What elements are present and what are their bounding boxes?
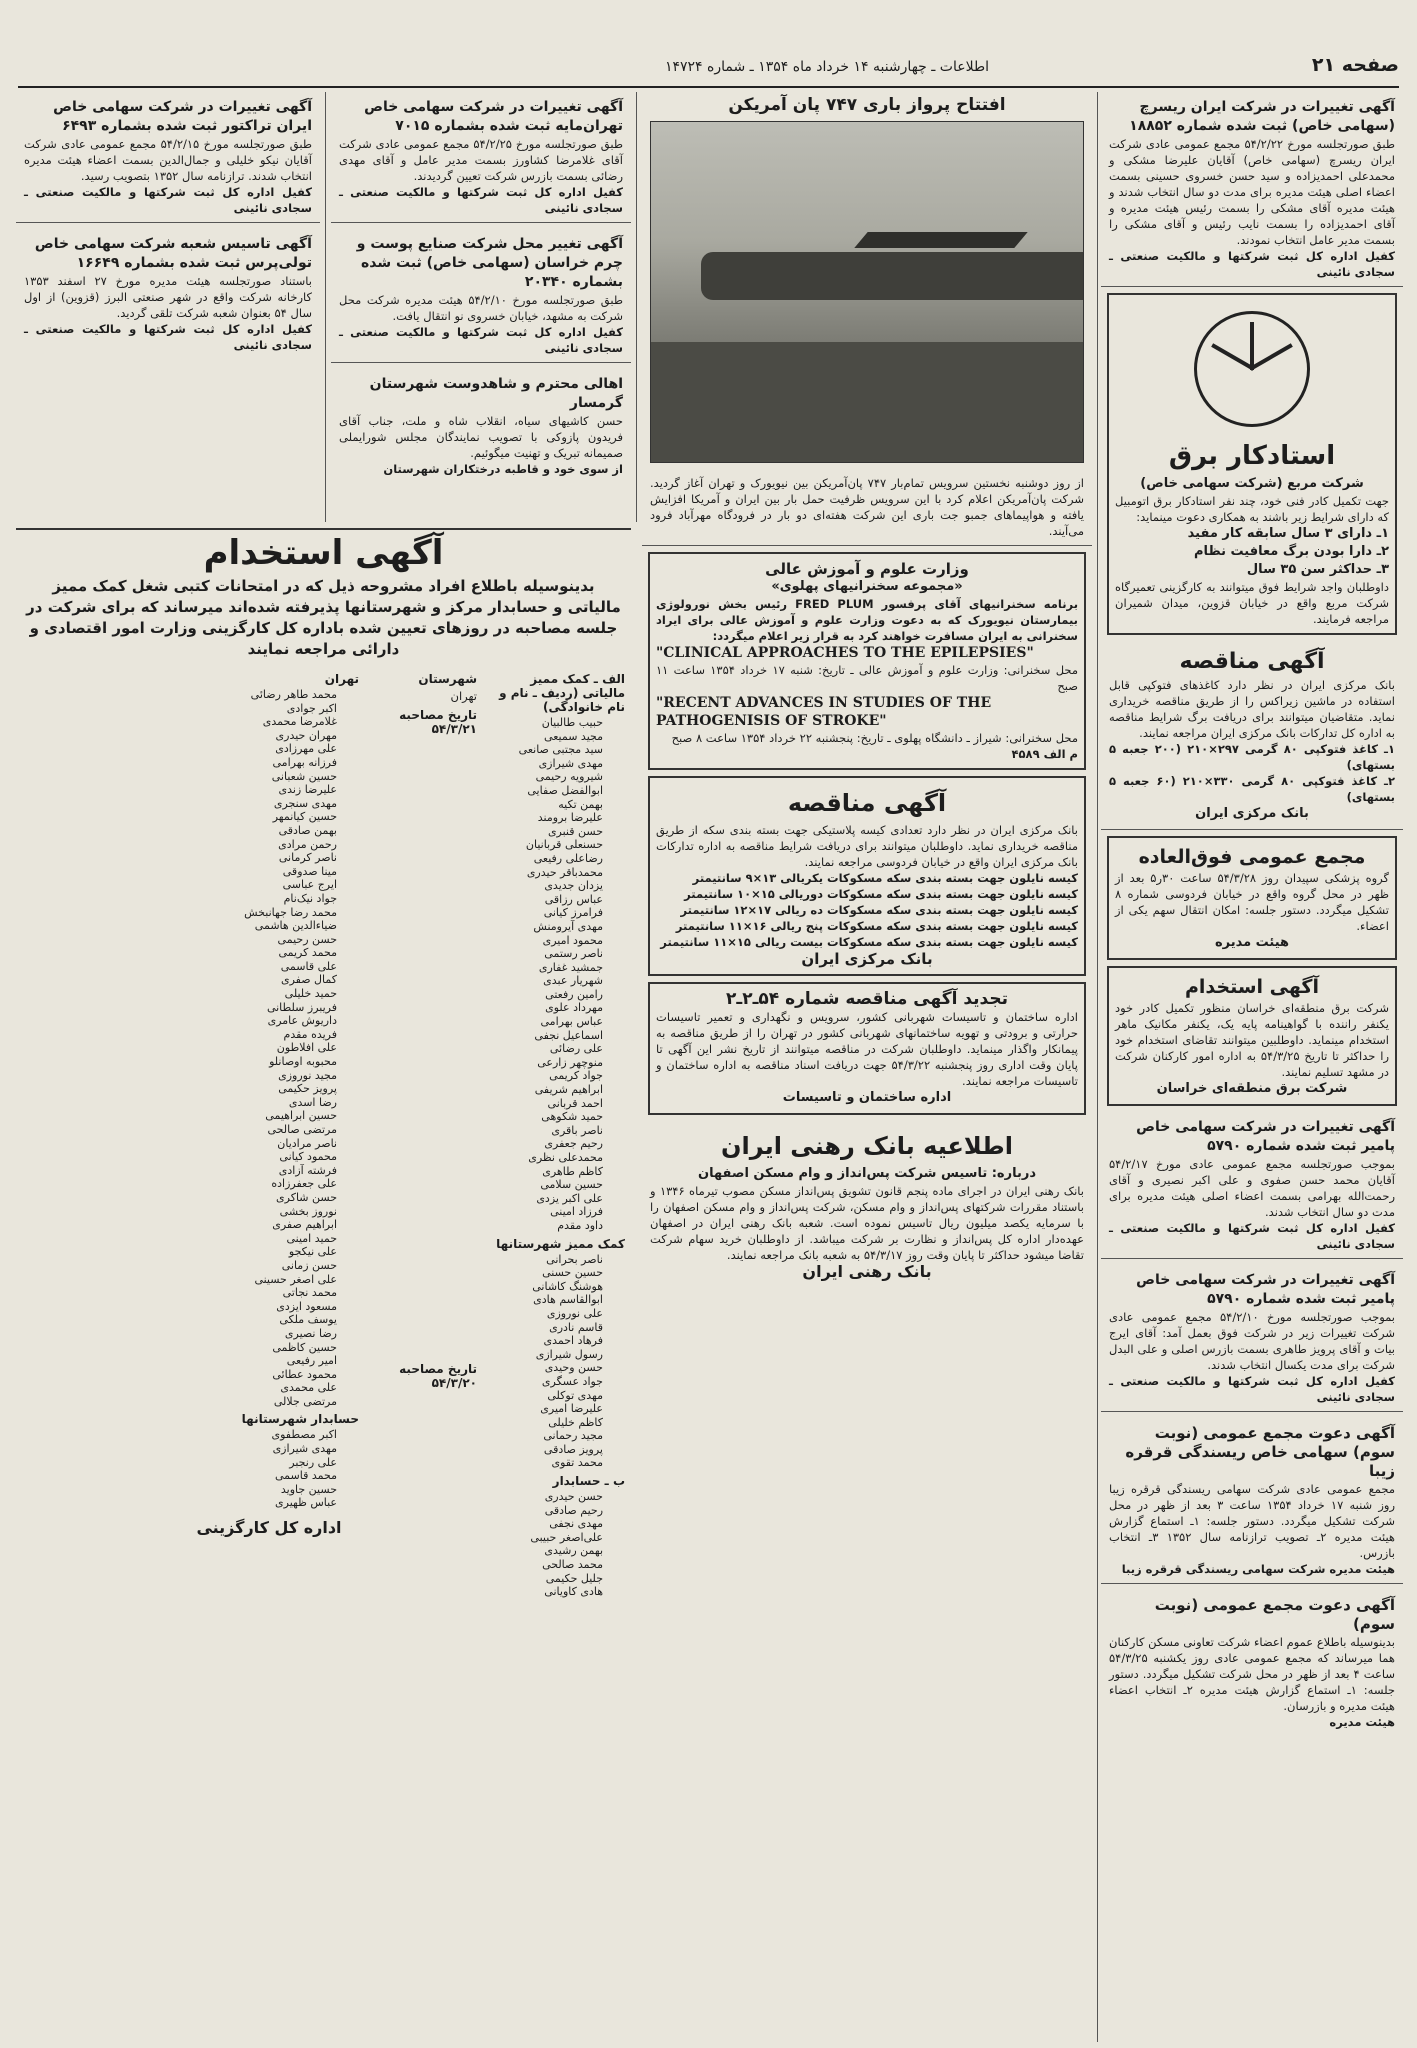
list-item: 3. هوشنگ کاشانی [485, 1280, 603, 1294]
list-item: 15. فرامرز کیانی [485, 906, 603, 920]
ad-footer: کفیل اداره کل ثبت شرکتها و مالکیت صنعتی ـ سجادی نائینی [24, 322, 312, 352]
tender-item: ۱ـ کاغذ فتوکپی ۸۰ گرمی ۲۹۷×۲۱۰ (۲۰۰ جعبه ۵ بستهای) [1109, 742, 1395, 772]
list-item: 33. محمدعلی نظری [485, 1151, 603, 1165]
list-item: 14. مجید رحمانی [485, 1429, 603, 1443]
list-item: 2. مجید سمیعی [485, 730, 603, 744]
ad-footer: کفیل اداره کل ثبت شرکتها و مالکیت صنعتی ـ سجادی نائینی [1109, 1374, 1395, 1404]
list-item: 3. سید مجتبی صانعی [485, 743, 603, 757]
ad-ministry-lectures [648, 552, 1086, 770]
list-item: 4. علی نیکجو [179, 1245, 337, 1259]
boeing-747-cargo-photo [650, 121, 1084, 463]
airplane-shape [701, 252, 1084, 300]
list-heading: تهران [324, 672, 359, 686]
lecture-title-en: "CLINICAL APPROACHES TO THE EPILEPSIES" [656, 645, 1034, 661]
list-item: 1. نوروز بخشی [179, 1205, 337, 1219]
list-item: 18. ضیاءالدین هاشمی [179, 919, 337, 933]
list-item: 31. ناصر باقری [485, 1124, 603, 1138]
ad-body: شرکت برق منطقه‌ای خراسان منظور تکمیل کادر خود یکنفر راننده با گواهینامه پایه یک، یکنفر مکانیک ماهر استخدام مینماید. داوطلبین میتوانند تقاضای استخدام خود را حداکثر تا تاریخ ۵۴/۳/۲۵ به اداره امور کارکنان شرکت در مشهد تسلیم نمایند. [1115, 1001, 1389, 1079]
list-item: 16. مهدی آیرومنش [485, 920, 603, 934]
list-item: 34. کاظم طاهری [485, 1165, 603, 1179]
list-item: 21. رامین رفعتی [485, 988, 603, 1002]
list-item: 20. شهریار عبدی [485, 974, 603, 988]
list-item: 15. پرویز صادقی [485, 1443, 603, 1457]
ad-body: اداره ساختمان و تاسیسات شهربانی کشور، سرویس و نگهداری و تعمیر تاسیسات حرارتی و برودتی و تهویه ساختمانهای شهربانی کشور در تهران را از طریق مناقصه به پیمانکار واگذار مینماید. داوطلبان شرکت در مناقصه میتوانند از تاریخ نشر این آگهی تا پایان وقت اداری روز پنجشنبه ۵۴/۳/۲۲ جهت دریافت اسناد مناقصه به اداره ساختمان و تاسیسات مراجعه نمایند. [656, 1010, 1078, 1088]
ad-title: آگهی تغییرات در شرکت سهامی خاص پامیر ثبت شده شماره ۵۷۹۰ [1136, 1119, 1395, 1154]
candidate-list [179, 688, 359, 1205]
ad-tehran-maye [331, 92, 631, 223]
list-item: 33. مرتضی صالحی [179, 1123, 337, 1137]
list-item: 17. محمود امیری [485, 934, 603, 948]
list-item: 19. حسن رحیمی [179, 933, 337, 947]
list-item: 16. جواد نیک‌نام [179, 892, 337, 906]
ad-title: آگهی تغییرات در شرکت ایران ریسرچ (سهامی خاص) ثبت شده شماره ۱۸۸۵۲ [1129, 99, 1395, 134]
list-item: 5. شیرویه رحیمی [485, 770, 603, 784]
tender-item: کیسه نایلون جهت بسته بندی سکه مسکوکات پنج ریالی ۱۶×۱۱ سانتیمتر [675, 919, 1078, 933]
ad-signature: شرکت برق منطقه‌ای خراسان [1156, 1081, 1348, 1096]
list-item: 2. ابراهیم صفری [179, 1218, 337, 1232]
interview-date: تاریخ مصاحبه ۵۴/۳/۲۰ [399, 1362, 477, 1390]
ad-body: بموجب صورتجلسه مجمع عمومی عادی مورخ ۵۴/۲/۱۷ آقایان محمد حسن صفوی و علی اکبر نصیری و آقای رحمت‌الله بهرامی بسمت اعضاء اصلی هیئت مدیره برای مدت دو سال انتخاب شدند. [1109, 1157, 1395, 1219]
ad-title: آگهی تغییرات در شرکت سهامی خاص ایران تراکتور ثبت شده بشماره ۶۴۹۳ [53, 99, 312, 134]
candidate-list [179, 1205, 359, 1409]
right-column [1101, 92, 1403, 1742]
list-item: 5. علی نوروزی [485, 1307, 603, 1321]
list-item: 3. علی رنجبر [179, 1456, 337, 1470]
list-item: 4. مهدی شیرازی [485, 757, 603, 771]
list-item: 38. حسن شاکری [179, 1191, 337, 1205]
list-item: 25. علی رضائی [485, 1042, 603, 1056]
ad-title: آگهی استخدام [1184, 976, 1319, 998]
list-item: 14. مینا صدوقی [179, 865, 337, 879]
ad-body: گروه پزشکی سپیدان روز ۵۴/۳/۲۸ ساعت ۳۰ر۵ بعد از ظهر در محل گروه واقع در خیابان فردوسی شماره ۸ تشکیل میگردد. دستور جلسه: امکان انتقال سهم یکی از اعضاء. [1115, 871, 1389, 933]
list-item: 1. ناصر بحرانی [485, 1253, 603, 1267]
ad-intro: بدینوسیله باطلاع افراد مشروحه ذیل که در امتحانات کتبی شغل کمک ممیز مالیاتی و حسابدار مرکز و شهرستانها پذیرفته شده‌اند میرساند که برای شرکت در جلسه مصاحبه در روزهای تعیین شده باداره کل کارگزینی وزارت امور اقتصادی و دارائی مراجعه نمایند [26, 577, 621, 658]
list-column [485, 668, 625, 1599]
tender-item: کیسه نایلون جهت بسته بندی سکه مسکوکات بیست ریالی ۱۵×۱۱ سانتیمتر [660, 935, 1078, 949]
list-item: 2. اکبر جوادی [179, 702, 337, 716]
list-item: 22. مهرداد علوی [485, 1001, 603, 1015]
ad-body: جهت تکمیل کادر فنی خود، چند نفر استادکار برق اتومبیل که دارای شرایط زیر باشند به همکاری دعوت مینماید: [1115, 494, 1389, 524]
ad-body: بانک رهنی ایران در اجرای ماده پنجم قانون تشویق پس‌انداز مسکن مصوب تیرماه ۱۳۴۶ و باستناد مقررات شرکتهای پس‌انداز و وام مسکن، شرکت پس‌انداز و وام مسکن اصفهان را با سرمایه یکصد میلیون ریال تاسیس نموده است. شعبه بانک رهنی ایران در اصفهان عهده‌دار اداره کل پس‌انداز و نظارت بر شرکت میباشد. از داوطلبان خرید سهام شرکت تقاضا میشود حداکثر تا پایان وقت روز ۵۴/۳/۱۷ به شعبه بانک مراجعه نمایند. [650, 1184, 1084, 1262]
left-column-a [331, 92, 631, 489]
list-heading: حسابدار شهرستانها [241, 1412, 359, 1427]
list-item: 2. مهدی شیرازی [179, 1442, 337, 1456]
ad-title: آگهی دعوت مجمع عمومی (نوبت سوم) سهامی خاص ریسندگی قرقره زیبا [1125, 1424, 1395, 1480]
ad-footer: کفیل اداره کل ثبت شرکتها و مالکیت صنعتی ـ سجادی نائینی [1109, 1221, 1395, 1251]
ad-footer: کفیل اداره کل ثبت شرکتها و مالکیت صنعتی ـ سجادی نائینی [339, 185, 623, 215]
list-item: 11. رضاعلی رفیعی [485, 852, 603, 866]
issue-info: اطلاعات ـ چهارشنبه ۱۴ خرداد ماه ۱۳۵۴ ـ شماره ۱۴۷۲۴ [664, 59, 989, 75]
ad-title: آگهی تغییرات در شرکت سهامی خاص پامیر ثبت شده شماره ۵۷۹۰ [1136, 1272, 1395, 1307]
list-item: 3. حمید امینی [179, 1232, 337, 1246]
ad-mortgage-bank [642, 1121, 1092, 1287]
list-item: 32. رحیم جعفری [485, 1137, 603, 1151]
list-item: 12. علیرضا امیری [485, 1402, 603, 1416]
list-item: 12. امیر رفیعی [179, 1354, 337, 1368]
tender-item: کیسه نایلون جهت بسته بندی سکه مسکوکات ده ریالی ۱۷×۱۲ سانتیمتر [680, 903, 1078, 917]
list-item: 5. علی مهرزادی [179, 742, 337, 756]
list-item: 6. فرزانه بهرامی [179, 756, 337, 770]
requirement: ۳ـ حداکثر سن ۳۵ سال [1246, 562, 1389, 577]
list-item: 31. رضا اسدی [179, 1096, 337, 1110]
ad-reference: م الف ۴۵۸۹ [1011, 747, 1078, 761]
list-item: 7. حسین شعبانی [179, 770, 337, 784]
list-item: 11. بهمن صادقی [179, 824, 337, 838]
list-item: 5. حسن زمانی [179, 1259, 337, 1273]
lecture-details: محل سخنرانی: وزارت علوم و آموزش عالی ـ تاریخ: شنبه ۱۷ خرداد ۱۳۵۴ ساعت ۱۱ صبح [656, 663, 1078, 693]
ad-title: آگهی تاسیس شعبه شرکت سهامی خاص تولی‌پرس ثبت شده بشماره ۱۶۶۴۹ [34, 236, 312, 271]
ad-footer: داوطلبان واجد شرایط فوق میتوانند به کارگزینی تعمیرگاه شرکت مربع واقع در خیابان قزوین، میدان شمیران مراجعه فرمایند. [1115, 580, 1389, 626]
ad-title: اهالی محترم و شاهدوست شهرستان گرمسار [369, 376, 623, 411]
ad-title: آگهی مناقصه [1179, 649, 1325, 674]
ad-body: باستناد صورتجلسه هیئت مدیره مورخ ۲۷ اسفند ۱۳۵۳ کارخانه شرکت واقع در شهر صنعتی البرز (قزوین) از اول سال ۵۴ بعنوان شعبه شرکت تلقی گردید. [24, 274, 312, 320]
ad-tolipers [16, 229, 320, 359]
ad-signature: بانک مرکزی ایران [801, 950, 933, 968]
list-item: 37. فرزاد امینی [485, 1205, 603, 1219]
list-item: 5. حسین جاوید [179, 1483, 337, 1497]
ad-footer: کفیل اداره کل ثبت شرکتها و مالکیت صنعتی ـ سجادی نائینی [24, 185, 312, 215]
lecture-details: محل سخنرانی: شیراز ـ دانشگاه پهلوی ـ تاریخ: پنجشنبه ۲۲ خرداد ۱۳۵۴ ساعت ۸ صبح [671, 731, 1078, 745]
list-item: 9. یوسف ملکی [179, 1313, 337, 1327]
ad-signature: از سوی خود و قاطبه درختکاران شهرستان [383, 462, 623, 476]
list-item: 8. علیرضا برومند [485, 811, 603, 825]
list-item: 24. اسماعیل نجفی [485, 1029, 603, 1043]
list-item: 36. فرشته آزادی [179, 1164, 337, 1178]
list-item: 37. علی جعفرزاده [179, 1177, 337, 1191]
ad-signature: بانک رهنی ایران [802, 1262, 932, 1281]
ad-footer: کفیل اداره کل ثبت شرکتها و مالکیت صنعتی ـ سجادی نائینی [339, 325, 623, 355]
ad-body: طبق صورتجلسه مورخ ۵۴/۲/۲۲ مجمع عمومی عادی شرکت ایران ریسرچ (سهامی خاص) آقایان علیرضا مشکی و محمدعلی احمدیزاده و سید حسن خسروی حسینی بسمت اعضاء اصلی هیئت مدیره برای مدت دو سال انتخاب شدند و هیئت مدیره آقای مشکی را بسمت رئیس هیئت مدیره و آقای احمدیزاده را بسمت نایب رئیس و آقای مشکی را بسمت مدیر عامل انتخاب نمودند. [1109, 137, 1395, 247]
ad-tender-photocopy [1101, 641, 1403, 830]
list-item: 15. مرتضی جلالی [179, 1395, 337, 1409]
list-item: 14. علی محمدی [179, 1381, 337, 1395]
list-item: 6. ابوالفضل صفایی [485, 784, 603, 798]
list-item: 30. پرویز حکیمی [179, 1082, 337, 1096]
list-item: 6. علی اصغر حسینی [179, 1273, 337, 1287]
list-item: 13. ناصر کرمانی [179, 851, 337, 865]
ad-tender-nylon [648, 776, 1086, 976]
list-item: 3. غلامرضا محمدی [179, 715, 337, 729]
ad-body: طبق صورتجلسه مورخ ۵۴/۲/۱۰ هیئت مدیره شرکت محل شرکت به مشهد، خیابان خسروی نو انتقال یافت. [339, 293, 624, 323]
ad-pamir-1 [1101, 1112, 1403, 1259]
list-item: 38. داود مقدم [485, 1219, 603, 1233]
list-item: 8. هادی کاویانی [485, 1585, 603, 1599]
list-item: 4. علی‌اصغر حبیبی [485, 1531, 603, 1545]
list-item: 22. کمال صفری [179, 973, 337, 987]
list-item: 13. کاظم خلیلی [485, 1416, 603, 1430]
ad-employment [16, 528, 631, 2030]
company-name: شرکت مربع (شرکت سهامی خاص) [1140, 476, 1364, 491]
ad-title: اطلاعیه بانک رهنی ایران [721, 1132, 1013, 1160]
ad-signature: اداره کل کارگزینی [196, 1518, 342, 1538]
list-item: 7. فرهاد احمدی [485, 1334, 603, 1348]
list-item: 19. جمشید غفاری [485, 961, 603, 975]
list-item: 6. عباس ظهیری [179, 1496, 337, 1510]
ad-garmsar [331, 369, 631, 483]
ad-body: بانک مرکزی ایران در نظر دارد تعدادی کیسه پلاستیکی جهت بسته بندی سکه از طریق مناقصه خریداری نماید. داوطلبان میتوانند برای دریافت شرایط مناقصه به اداره تدارکات بانک مرکزی ایران واقع در خیابان فردوسی مراجعه نمایند. [656, 823, 1078, 869]
list-item: 34. ناصر مرادیان [179, 1137, 337, 1151]
list-item: 1. اکبر مصطفوی [179, 1428, 337, 1442]
list-item: 10. حسنعلی قربانیان [485, 838, 603, 852]
list-item: 17. محمد رضا جهانبخش [179, 906, 337, 920]
ad-invite-coop [1101, 1590, 1403, 1736]
ad-leather-khorasan [331, 229, 631, 363]
ad-title: آگهی تغییر محل شرکت صنایع پوست و چرم خراسان (سهامی خاص) ثبت شده بشماره ۲۰۳۴۰ [356, 236, 623, 290]
list-item: 32. حسین ابراهیمی [179, 1109, 337, 1123]
list-item: 26. منوچهر زارعی [485, 1056, 603, 1070]
ad-iran-tractor [16, 92, 320, 223]
list-item: 3. مهدی نجفی [485, 1517, 603, 1531]
list-item: 12. رحمن مرادی [179, 838, 337, 852]
list-item: 13. محمود عطائی [179, 1368, 337, 1382]
list-item: 18. ناصر رستمی [485, 947, 603, 961]
list-item: 9. حسن وحیدی [485, 1361, 603, 1375]
list-item: 28. ابراهیم شریفی [485, 1083, 603, 1097]
list-item: 27. علی افلاطون [179, 1041, 337, 1055]
list-item: 7. جلیل حکیمی [485, 1572, 603, 1586]
ad-footer: کفیل اداره کل ثبت شرکتها و مالکیت صنعتی ـ سجادی نائینی [1109, 249, 1395, 279]
ad-signature: هیئت مدیره [1214, 935, 1290, 950]
list-item: 10. حسین کیانمهر [179, 810, 337, 824]
list-item: 2. حسین حسنی [485, 1266, 603, 1280]
list-item: 9. مهدی سنجری [179, 797, 337, 811]
list-item: 5. بهمن رشیدی [485, 1544, 603, 1558]
list-item: 9. حسن قنبری [485, 825, 603, 839]
list-item: 8. علیرضا زندی [179, 783, 337, 797]
ad-signature: هیئت مدیره شرکت سهامی ریسندگی قرقره زیبا [1121, 1562, 1395, 1576]
list-item: 24. فریبرز سلطانی [179, 1001, 337, 1015]
column-rule [636, 92, 637, 522]
ad-pamir-2 [1101, 1265, 1403, 1412]
city-name: تهران [450, 689, 477, 703]
list-item: 11. حسین کاظمی [179, 1341, 337, 1355]
list-item: 25. داریوش عامری [179, 1014, 337, 1028]
list-item: 7. بهمن تکیه [485, 798, 603, 812]
list-item: 21. علی قاسمی [179, 960, 337, 974]
list-item: 6. قاسم نادری [485, 1321, 603, 1335]
tender-item: ۲ـ کاغذ فتوکپی ۸۰ گرمی ۳۳۰×۲۱۰ (۶۰ جعبه ۵ بستهای) [1109, 774, 1395, 804]
tarmac-shape [651, 342, 1083, 462]
ad-body: مجمع عمومی عادی شرکت سهامی ریسندگی قرقره زیبا روز شنبه ۱۷ خرداد ۱۳۵۴ ساعت ۳ بعد از ظهر در محل شرکت تشکیل میگردد. دستور جلسه: ۱ـ استماع گزارش هیئت مدیره ۲ـ تصویب ترازنامه سال ۱۳۵۲ ۳ـ انتخاب بازرس. [1109, 1482, 1396, 1560]
list-item: 11. مهدی توکلی [485, 1389, 603, 1403]
column-rule [1097, 92, 1098, 2042]
list-item: 26. فریده مقدم [179, 1028, 337, 1042]
left-column-b [16, 92, 320, 365]
ad-body: بموجب صورتجلسه مورخ ۵۴/۲/۱۰ مجمع عمومی عادی شرکت تغییرات زیر در شرکت فوق بعمل آمد: آقای ایرج بیات و آقای پرویز طاهری بسمت بازرس اصلی و علی البدل شرکت برای مدت یکسال انتخاب شدند. [1109, 1310, 1395, 1372]
ad-title: آگهی دعوت مجمع عمومی (نوبت سوم) [1154, 1596, 1395, 1633]
ad-mercedes [1107, 293, 1397, 635]
tender-item: کیسه نایلون جهت بسته بندی سکه مسکوکات یکریالی ۱۳×۹ سانتیمتر [692, 871, 1078, 885]
ad-title: آگهی استخدام [203, 533, 444, 573]
list-item: 36. علی اکبر یزدی [485, 1192, 603, 1206]
list-item: 10. جواد عسگری [485, 1375, 603, 1389]
candidate-list [485, 1490, 625, 1599]
ad-extraordinary-assembly [1107, 836, 1397, 960]
list-item: 28. محبوبه اوصانلو [179, 1055, 337, 1069]
ad-title: تجدید آگهی مناقصه شماره ۵۴ـ۲ـ۲ [726, 989, 1008, 1009]
series-name: «مجموعه سخنرانیهای پهلوی» [771, 579, 963, 594]
page-header [18, 52, 1399, 88]
ad-title: استادکار برق [1168, 441, 1336, 471]
candidate-list [485, 716, 625, 1233]
list-item: 8. مسعود ایزدی [179, 1300, 337, 1314]
list-item: 4. مهران حیدری [179, 729, 337, 743]
requirement: ۲ـ دارا بودن برگ معافیت نظام [1194, 544, 1389, 559]
list-item: 35. حسین سلامی [485, 1178, 603, 1192]
ad-iran-research [1101, 92, 1403, 287]
list-item: 1. حسن حیدری [485, 1490, 603, 1504]
list-item: 16. محمد تقوی [485, 1456, 603, 1470]
list-column [179, 668, 359, 1599]
lecture-title-en: "RECENT ADVANCES IN STUDIES OF THE PATHOGENISIS OF STROKE" [656, 695, 992, 729]
list-item: 14. عباس رزاقی [485, 893, 603, 907]
list-item: 35. محمود کیانی [179, 1150, 337, 1164]
middle-column [642, 92, 1092, 1293]
tender-item: کیسه نایلون جهت بسته بندی سکه مسکوکات دوریالی ۱۵×۱۰ سانتیمتر [684, 887, 1078, 901]
ad-subtitle: درباره: تاسیس شرکت پس‌انداز و وام مسکن اصفهان [697, 1166, 1037, 1181]
ministry-name: وزارت علوم و آموزش عالی [765, 560, 969, 578]
list-item: 23. حمید خلیلی [179, 987, 337, 1001]
list-item: 1. حبیب طالبیان [485, 716, 603, 730]
ad-body: برنامه سخنرانیهای آقای پرفسور FRED PLUM رئیس بخش نورولوژی بیمارستان نیویورک که به دعوت وزارت علوم و آموزش عالی برای ایراد سخنرانی به ایران مسافرت خواهند کرد به قرار زیر اعلام میگردد: [656, 597, 1079, 643]
candidate-list [485, 1253, 625, 1471]
candidate-lists [16, 668, 631, 1599]
list-item: 2. رحیم صادقی [485, 1504, 603, 1518]
ad-title: آگهی مناقصه [787, 789, 947, 817]
candidate-list [179, 1428, 359, 1510]
list-heading: کمک ممیز شهرستانها [496, 1236, 625, 1251]
dates-column [367, 668, 477, 1599]
list-item: 4. ابوالقاسم هادی [485, 1293, 603, 1307]
ad-signature: بانک مرکزی ایران [1195, 806, 1309, 821]
ad-body: بدینوسیله باطلاع عموم اعضاء شرکت تعاونی مسکن کارکنان هما میرساند که مجمع عمومی عادی روز یکشنبه ۵۴/۳/۲۵ ساعت ۴ بعد از ظهر در محل شرکت تشکیل میگردد. دستور جلسه: ۱ـ استماع گزارش هیئت مدیره ۲ـ انتخاب اعضاء هیئت مدیره و بازرسان. [1109, 1635, 1396, 1713]
column-rule [325, 92, 326, 522]
ad-renewed-tender [648, 982, 1086, 1115]
list-item: 4. محمد قاسمی [179, 1469, 337, 1483]
photo-headline: افتتاح پرواز باری ۷۴۷ پان آمریکن [728, 95, 1006, 115]
list-item: 10. رضا نصیری [179, 1327, 337, 1341]
ad-signature: اداره ساختمان و تاسیسات [782, 1090, 952, 1105]
ad-title: مجمع عمومی فوق‌العاده [1138, 846, 1366, 868]
ad-signature: هیئت مدیره [1329, 1715, 1395, 1729]
ad-body: طبق صورتجلسه مورخ ۵۴/۲/۲۵ مجمع عمومی عادی شرکت آقای غلامرضا کشاورز بسمت مدیر عامل و آقای مهدی رضائی بسمت بازرس شرکت تعیین گردیدند. [339, 137, 623, 183]
list-item: 30. حمید شکوهی [485, 1110, 603, 1124]
mercedes-logo-icon [1194, 311, 1310, 427]
interview-date: تاریخ مصاحبه ۵۴/۳/۲۱ [399, 708, 477, 736]
list-item: 27. جواد کریمی [485, 1069, 603, 1083]
list-item: 29. احمد قربانی [485, 1097, 603, 1111]
list-item: 15. ایرج عباسی [179, 878, 337, 892]
list-item: 7. محمد نجاتی [179, 1286, 337, 1300]
list-heading: الف ـ کمک ممیز مالیاتی (ردیف ـ نام و نام خانوادگی) [499, 672, 625, 714]
requirement: ۱ـ دارای ۳ سال سابقه کار مفید [1187, 526, 1389, 541]
page-number: صفحه ۲۱ [1311, 54, 1399, 76]
photo-caption: از روز دوشنبه نخستین سرویس تمام‌بار ۷۴۷ پان‌آمریکن بین نیویورک و تهران آغاز گردید. شرکت پان‌آمریکن اعلام کرد با این سرویس ظرفیت حمل بار بین ایران و آمریکا افزایش یافته و هواپیماهای جمبو جت باری این شرکت هفته‌ای دو بار در فرودگاه مهرآباد فرود می‌آیند. [642, 469, 1092, 546]
list-item: 20. محمد کریمی [179, 946, 337, 960]
ad-body: بانک مرکزی ایران در نظر دارد کاغذهای فتوکپی قابل استفاده در ماشین زیراکس را از طریق مناقصه خریداری نماید. متقاضیان میتوانند برای دریافت برگ شرایط مناقصه به اداره کل تدارکات بانک مرکزی ایران مراجعه نمایند. [1109, 678, 1395, 740]
list-item: 12. محمدباقر حیدری [485, 866, 603, 880]
list-item: 6. محمد صالحی [485, 1558, 603, 1572]
ad-hiring-khorasan [1107, 966, 1397, 1106]
list-item: 8. رسول شیرازی [485, 1348, 603, 1362]
list-item: 29. مجید نوروزی [179, 1069, 337, 1083]
list-item: 1. محمد طاهر رضائی [179, 688, 337, 702]
ad-invite-ziba [1101, 1418, 1403, 1584]
list-heading: ب ـ حسابدار [552, 1474, 625, 1489]
list-item: 23. عباس بهرامی [485, 1015, 603, 1029]
ad-body: طبق صورتجلسه مورخ ۵۴/۲/۱۵ مجمع عمومی عادی شرکت آقایان نیکو خلیلی و جمال‌الدین بسمت اعضاء هیئت مدیره انتخاب شدند. ترازنامه سال ۱۳۵۲ بتصویب رسید. [24, 137, 312, 183]
airplane-wing-shape [854, 232, 1027, 248]
list-item: 13. یزدان جدیدی [485, 879, 603, 893]
ad-title: آگهی تغییرات در شرکت سهامی خاص تهران‌مایه ثبت شده بشماره ۷۰۱۵ [364, 99, 623, 134]
ad-body: حسن کاشیهای سیاه، انقلاب شاه و ملت، جناب آقای فریدون پازوکی با تصویب نمایندگان مجلس شورایملی صمیمانه تبریک و تهنیت میگوئیم. [339, 414, 623, 460]
list-heading: شهرستان [418, 672, 477, 686]
